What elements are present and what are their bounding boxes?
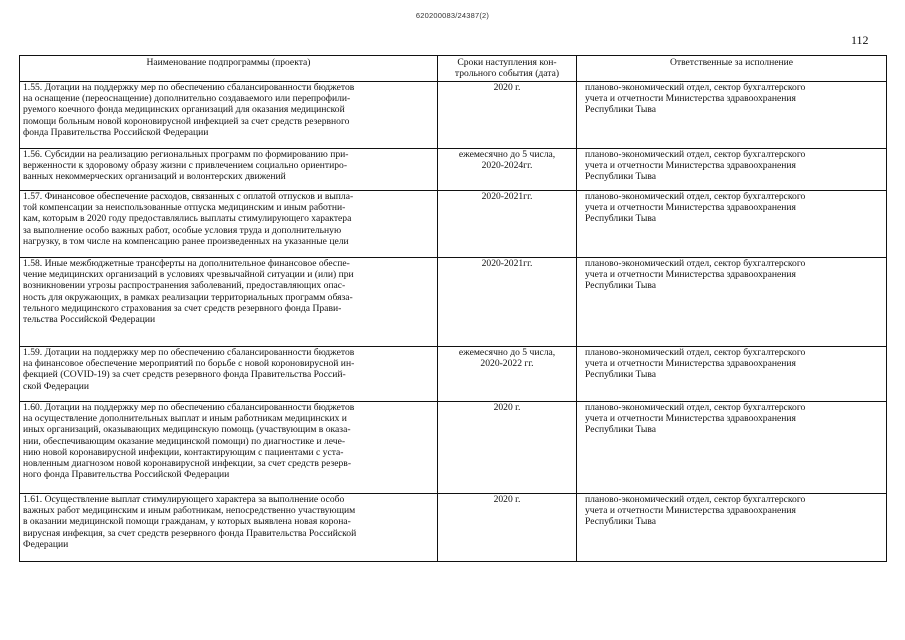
row-subprogram-name: 1.61. Осуществление выплат стимулирующего характера за выполнение особо важных работ медицинским и иным работникам, непосредственно участвующим в оказании медицинской помощи гражданам, у которых выявлена новая корона- вирусная инфекция, за счет средств резервного фонда Правительства Российской Федерации — [20, 494, 438, 562]
row-control-date: 2020-2021гг. — [438, 258, 577, 347]
row-responsible: планово-экономический отдел, сектор бухгалтерского учета и отчетности Министерства здравоохранения Республики Тыва — [577, 347, 887, 402]
document-id: 620200083/24387(2) — [415, 11, 490, 20]
row-subprogram-name: 1.60. Дотации на поддержку мер по обеспечению сбалансированности бюджетов на осуществление дополнительных выплат и иным работникам медицинских и иных организаций, оказывающих медицинскую помощь (участвующим в оказа- нии, обеспечивающим оказание медицинской помощи) по диагностике и лече- нию новой коронавирусной инфекции, контактирующим с пациентами с уста- новленным диагнозом новой коронавирусной инфекции, за счет средств резерв- ного фонда Правительства Российской Федерации — [20, 402, 438, 494]
table-row — [20, 82, 887, 149]
row-control-date: 2020-2021гг. — [438, 191, 577, 258]
table-row — [20, 494, 887, 562]
table-header-row — [20, 56, 887, 82]
row-responsible: планово-экономический отдел, сектор бухгалтерского учета и отчетности Министерства здравоохранения Республики Тыва — [577, 149, 887, 191]
row-subprogram-name: 1.57. Финансовое обеспечение расходов, связанных с оплатой отпусков и выпла- той компенсации за неиспользованные отпуска медицинским и иным работни- кам, которым в 2020 году предоставлялись выплаты стимулирующего характера за выполнение особо важных работ, особые условия труда и дополнительную нагрузку, в том числе на компенсацию ранее произведенных на указанные цели — [20, 191, 438, 258]
row-responsible: планово-экономический отдел, сектор бухгалтерского учета и отчетности Министерства здравоохранения Республики Тыва — [577, 191, 887, 258]
subprogram-table — [19, 55, 887, 562]
page-number: 112 — [851, 33, 869, 47]
row-subprogram-name: 1.58. Иные межбюджетные трансферты на дополнительное финансовое обеспе- чение медицинских организаций в условиях чрезвычайной ситуации и (или) при возникновении угрозы распространения заболеваний, предоставляющих опас- ность для окружающих, в рамках реализации территориальных программ обяза- тельного медицинского страхования за счет средств резервного фонда Прави- тельства Российской Федерации — [20, 258, 438, 347]
table-row — [20, 347, 887, 402]
row-responsible: планово-экономический отдел, сектор бухгалтерского учета и отчетности Министерства здравоохранения Республики Тыва — [577, 82, 887, 149]
table-row — [20, 149, 887, 191]
row-control-date: 2020 г. — [438, 494, 577, 562]
row-control-date: ежемесячно до 5 числа, 2020-2022 гг. — [438, 347, 577, 402]
table-row — [20, 402, 887, 494]
row-control-date: ежемесячно до 5 числа, 2020-2024гг. — [438, 149, 577, 191]
table-row — [20, 191, 887, 258]
header-control-date: Сроки наступления кон- трольного события (дата) — [438, 56, 577, 82]
row-subprogram-name: 1.55. Дотации на поддержку мер по обеспечению сбалансированности бюджетов на оснащение (переоснащение) дополнительно создаваемого или перепрофили- руемого коечного фонда медицинских организаций для оказания медицинской помощи больным новой короновирусной инфекцией за счет средств резервного фонда Правительства Российской Федерации — [20, 82, 438, 149]
row-control-date: 2020 г. — [438, 82, 577, 149]
table-row — [20, 258, 887, 347]
row-subprogram-name: 1.59. Дотации на поддержку мер по обеспечению сбалансированности бюджетов на финансовое обеспечение мероприятий по борьбе с новой короновирусной ин- фекцией (COVID-19) за счет средств резервного фонда Правительства Россий- ской Федерации — [20, 347, 438, 402]
row-subprogram-name: 1.56. Субсидии на реализацию региональных программ по формированию при- верженности к здоровому образу жизни с привлечением социально ориентиро- ванных некоммерческих организаций и волонтерских движений — [20, 149, 438, 191]
row-control-date: 2020 г. — [438, 402, 577, 494]
row-responsible: планово-экономический отдел, сектор бухгалтерского учета и отчетности Министерства здравоохранения Республики Тыва — [577, 258, 887, 347]
header-responsible: Ответственные за исполнение — [577, 56, 887, 82]
row-responsible: планово-экономический отдел, сектор бухгалтерского учета и отчетности Министерства здравоохранения Республики Тыва — [577, 494, 887, 562]
header-subprogram-name: Наименование подпрограммы (проекта) — [20, 56, 438, 82]
row-responsible: планово-экономический отдел, сектор бухгалтерского учета и отчетности Министерства здравоохранения Республики Тыва — [577, 402, 887, 494]
